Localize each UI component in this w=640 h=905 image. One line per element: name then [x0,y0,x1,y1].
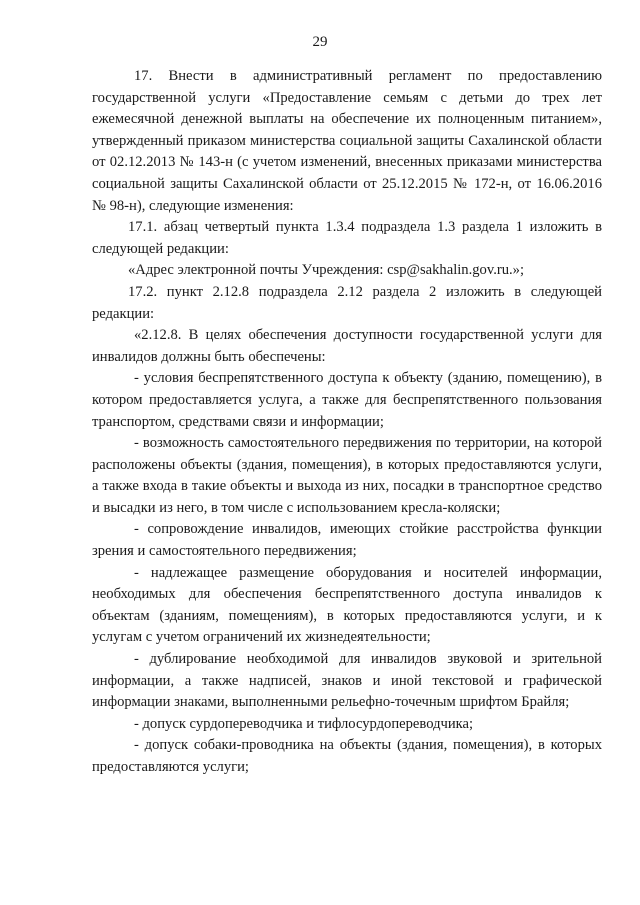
paragraph-item-17: 17. Внести в административный регламент по предоставлению государственной услуги «Предоставление семьям с детьми до трех лет ежемесячной денежной выплаты на обеспечение их полноценным питанием», утвержденный приказом министерства социальной защиты Сахалинской области от 02.12.2013 № 143-н (с учетом изменений, внесенных приказами министерства социальной защиты Сахалинской области от 25.12.2015 № 172-н, от 16.06.2016 № 98-н), следующие изменения: [92,68,602,214]
list-item-information-duplication: - дублирование необходимой для инвалидов звуковой и зрительной информации, а также надписей, знаков и иной текстовой и графической информации знаками, выполненными рельефно-точечным шрифтом Брайля; [92,651,602,711]
document-body [92,66,602,779]
list-item-access-conditions: - условия беспрепятственного доступа к объекту (зданию, помещению), в котором предоставляется услуга, а также для беспрепятственного пользования транспортом, средствами связи и информации; [92,370,602,430]
paragraph-email-address: «Адрес электронной почты Учреждения: csp@sakhalin.gov.ru.»; [128,262,524,279]
paragraph-item-17-1: 17.1. абзац четвертый пункта 1.3.4 подраздела 1.3 раздела 1 изложить в следующей редакции: [92,219,602,257]
list-item-movement: - возможность самостоятельного передвижения по территории, на которой расположены объекты (здания, помещения), в которых предоставляются услуги, а также входа в такие объекты и выхода из них, посадки в транспортное средство и высадки из него, в том числе с использованием кресла-коляски; [92,435,602,516]
paragraph-item-2-12-8: «2.12.8. В целях обеспечения доступности государственной услуги для инвалидов должны быть обеспечены: [92,327,602,365]
list-item-equipment-placement: - надлежащее размещение оборудования и носителей информации, необходимых для обеспечения беспрепятственного доступа инвалидов к объектам (зданиям, помещениям), в которых предоставляются услуги, и к услугам с учетом ограничений их жизнедеятельности; [92,564,602,646]
list-item-escort: - сопровождение инвалидов, имеющих стойкие расстройства функции зрения и самостоятельного передвижения; [92,521,602,560]
list-item-guide-dog: - допуск собаки-проводника на объекты (здания, помещения), в которых предоставляются услуги; [92,737,602,775]
paragraph-item-17-2: 17.2. пункт 2.12.8 подраздела 2.12 раздела 2 изложить в следующей редакции: [92,283,602,322]
page-number: 29 [312,34,328,50]
list-item-sign-interpreter: - допуск сурдопереводчика и тифлосурдопереводчика; [134,715,474,732]
